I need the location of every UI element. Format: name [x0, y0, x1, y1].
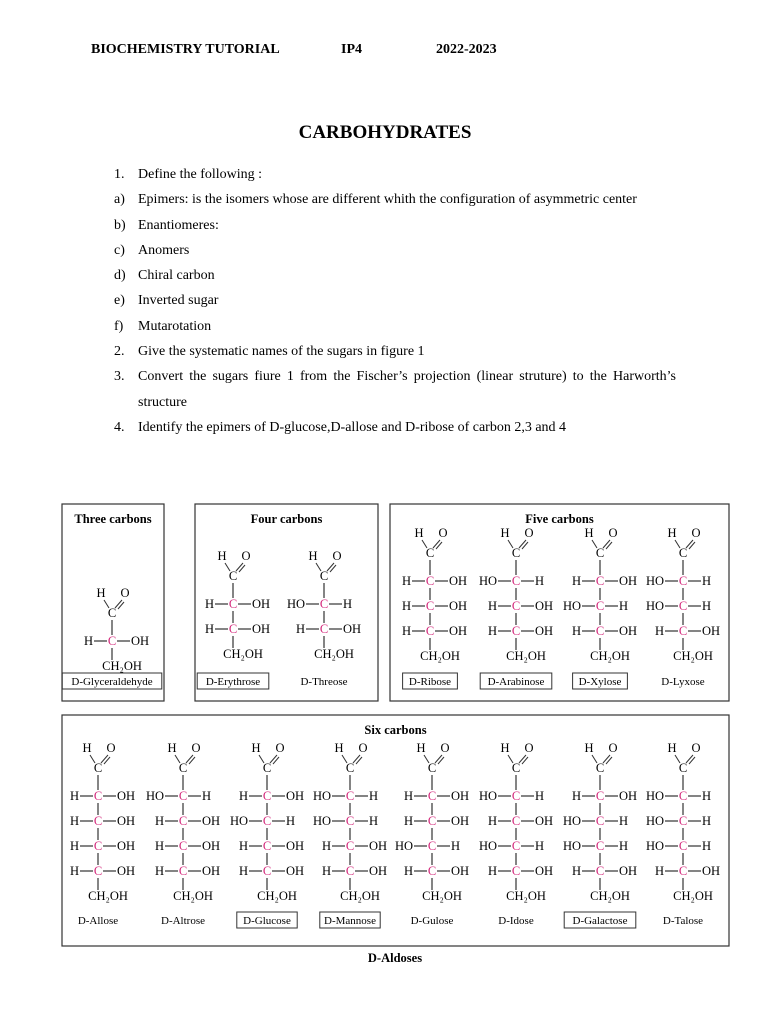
aldehyde-carbon: C [511, 546, 521, 560]
aldehyde-h-label: H [667, 741, 677, 755]
oh-substituent: OH [702, 864, 721, 878]
h-substituent: H [154, 864, 164, 878]
aldehyde-h-label: H [217, 549, 227, 563]
chiral-carbon: C [425, 599, 435, 613]
chiral-carbon: C [178, 814, 188, 828]
aldehyde-carbon: C [511, 761, 521, 775]
list-item [114, 263, 676, 288]
oh-substituent: OH [451, 814, 470, 828]
question-text: Inverted sugar [138, 293, 219, 309]
academic-year: 2022-2023 [436, 42, 497, 57]
chiral-carbon: C [262, 789, 272, 803]
aldehyde-carbon: C [595, 761, 605, 775]
sugar-name: D-Glucose [243, 915, 291, 927]
ch2oh-label: CH₂OH [422, 889, 462, 903]
chiral-carbon: C [511, 599, 521, 613]
ho-substituent: HO [478, 574, 497, 588]
aldehyde-h-label: H [584, 741, 594, 755]
chiral-carbon: C [262, 864, 272, 878]
aldehyde-o-label: O [440, 741, 450, 755]
ho-substituent: HO [562, 839, 581, 853]
oh-substituent: OH [343, 622, 362, 636]
oh-substituent: OH [117, 864, 136, 878]
h-substituent: H [369, 789, 379, 803]
oh-substituent: OH [535, 814, 554, 828]
h-substituent: H [535, 789, 545, 803]
h-substituent: H [401, 574, 411, 588]
chiral-carbon: C [427, 814, 437, 828]
aldehyde-o-label: O [120, 586, 130, 600]
ho-substituent: HO [562, 814, 581, 828]
list-item [114, 314, 676, 339]
aldehyde-o-label: O [438, 526, 448, 540]
aldehyde-o-label: O [524, 526, 534, 540]
aldehyde-carbon: C [595, 546, 605, 560]
chiral-carbon: C [345, 864, 355, 878]
h-substituent: H [403, 789, 413, 803]
h-substituent: H [619, 814, 629, 828]
h-substituent: H [571, 624, 581, 638]
sugar-name: D-Arabinose [487, 676, 545, 688]
oh-substituent: OH [451, 864, 470, 878]
oh-substituent: OH [535, 864, 554, 878]
h-substituent: H [69, 839, 79, 853]
chiral-carbon: C [678, 789, 688, 803]
aldehyde-o-label: O [191, 741, 201, 755]
list-marker: a) [114, 192, 125, 208]
ho-substituent: HO [312, 814, 331, 828]
aldehyde-carbon: C [425, 546, 435, 560]
list-item [114, 364, 676, 415]
question-text: Identify the epimers of D-glucose,D-allose and D-ribose of carbon 2,3 and 4 [138, 419, 567, 435]
ch2oh-label: CH₂OH [314, 647, 354, 661]
aldehyde-o-label: O [608, 741, 618, 755]
ho-substituent: HO [645, 599, 664, 613]
list-marker: 4. [114, 419, 125, 435]
h-substituent: H [343, 597, 353, 611]
aldehyde-carbon: C [178, 761, 188, 775]
sugar-name: D-Ribose [408, 676, 452, 688]
chiral-carbon: C [178, 789, 188, 803]
chiral-carbon: C [678, 574, 688, 588]
aldehyde-carbon: C [262, 761, 272, 775]
h-substituent: H [702, 839, 712, 853]
h-substituent: H [295, 622, 305, 636]
aldehyde-h-label: H [416, 741, 426, 755]
sugar-name: D-Threose [300, 676, 348, 688]
chiral-carbon: C [595, 789, 605, 803]
oh-substituent: OH [369, 839, 388, 853]
ho-substituent: HO [229, 814, 248, 828]
sugar-name: D-Lyxose [661, 676, 705, 688]
panel-title: Six carbons [364, 723, 427, 737]
list-marker: e) [114, 293, 125, 309]
aldehyde-carbon: C [107, 606, 117, 620]
h-substituent: H [535, 839, 545, 853]
ch2oh-label: CH₂OH [102, 659, 142, 673]
sugar-name: D-Xylose [578, 676, 622, 688]
h-substituent: H [654, 624, 664, 638]
aldehyde-o-label: O [691, 526, 701, 540]
sugar-name: D-Altrose [161, 915, 205, 927]
list-marker: f) [114, 318, 124, 334]
h-substituent: H [702, 574, 712, 588]
h-substituent: H [571, 864, 581, 878]
chiral-carbon: C [93, 814, 103, 828]
chiral-carbon: C [93, 839, 103, 853]
ch2oh-label: CH₂OH [173, 889, 213, 903]
chiral-carbon: C [345, 789, 355, 803]
h-substituent: H [487, 624, 497, 638]
ho-substituent: HO [645, 814, 664, 828]
oh-substituent: OH [131, 634, 150, 648]
question-text: Enantiomeres: [138, 217, 219, 233]
list-marker: 3. [114, 369, 125, 385]
list-item [114, 187, 676, 212]
h-substituent: H [571, 574, 581, 588]
chiral-carbon: C [511, 814, 521, 828]
chiral-carbon: C [425, 574, 435, 588]
h-substituent: H [654, 864, 664, 878]
panel-title: Four carbons [250, 512, 323, 526]
aldehyde-h-label: H [308, 549, 318, 563]
list-item [114, 415, 676, 440]
chiral-carbon: C [595, 599, 605, 613]
aldehyde-h-label: H [96, 586, 106, 600]
oh-substituent: OH [451, 789, 470, 803]
sugar-name: D-Gulose [410, 915, 454, 927]
oh-substituent: OH [252, 597, 271, 611]
sugar-name: D-Idose [498, 915, 534, 927]
ho-substituent: HO [645, 789, 664, 803]
chiral-carbon: C [595, 814, 605, 828]
h-substituent: H [202, 789, 212, 803]
h-substituent: H [487, 864, 497, 878]
h-substituent: H [487, 599, 497, 613]
chiral-carbon: C [427, 864, 437, 878]
aldoses-diagram [58, 493, 732, 971]
list-marker: 2. [114, 344, 125, 360]
aldehyde-o-label: O [332, 549, 342, 563]
aldehyde-carbon: C [678, 761, 688, 775]
oh-substituent: OH [619, 624, 638, 638]
oh-substituent: OH [449, 624, 468, 638]
h-substituent: H [154, 814, 164, 828]
ch2oh-label: CH₂OH [420, 649, 460, 663]
oh-substituent: OH [619, 864, 638, 878]
h-substituent: H [204, 622, 214, 636]
ho-substituent: HO [645, 839, 664, 853]
chiral-carbon: C [427, 789, 437, 803]
figure-caption: D-Aldoses [367, 951, 423, 965]
chiral-carbon: C [228, 622, 238, 636]
chiral-carbon: C [511, 624, 521, 638]
aldehyde-h-label: H [82, 741, 92, 755]
list-item [114, 238, 676, 263]
chiral-carbon: C [678, 624, 688, 638]
aldehyde-h-label: H [167, 741, 177, 755]
ho-substituent: HO [286, 597, 305, 611]
h-substituent: H [487, 814, 497, 828]
chiral-carbon: C [678, 839, 688, 853]
oh-substituent: OH [619, 789, 638, 803]
oh-substituent: OH [202, 839, 221, 853]
oh-substituent: OH [202, 814, 221, 828]
aldehyde-h-label: H [334, 741, 344, 755]
chiral-carbon: C [595, 839, 605, 853]
aldehyde-o-label: O [608, 526, 618, 540]
chiral-carbon: C [319, 622, 329, 636]
aldehyde-carbon: C [678, 546, 688, 560]
chiral-carbon: C [345, 814, 355, 828]
h-substituent: H [238, 789, 248, 803]
ho-substituent: HO [312, 789, 331, 803]
h-substituent: H [83, 634, 93, 648]
aldehyde-carbon: C [427, 761, 437, 775]
h-substituent: H [69, 864, 79, 878]
sugar-name: D-Glyceraldehyde [71, 676, 153, 688]
aldehyde-h-label: H [584, 526, 594, 540]
aldehyde-o-label: O [241, 549, 251, 563]
sugar-name: D-Erythrose [205, 676, 261, 688]
oh-substituent: OH [535, 599, 554, 613]
list-item [114, 162, 676, 187]
chiral-carbon: C [678, 864, 688, 878]
aldehyde-o-label: O [275, 741, 285, 755]
chiral-carbon: C [319, 597, 329, 611]
h-substituent: H [154, 839, 164, 853]
oh-substituent: OH [702, 624, 721, 638]
h-substituent: H [535, 574, 545, 588]
course-name: BIOCHEMISTRY TUTORIAL [91, 42, 280, 57]
h-substituent: H [619, 839, 629, 853]
oh-substituent: OH [117, 839, 136, 853]
oh-substituent: OH [117, 789, 136, 803]
h-substituent: H [702, 789, 712, 803]
question-text: Epimers: is the isomers whose are different whith the configuration of asymmetric center [138, 192, 637, 208]
ch2oh-label: CH₂OH [673, 889, 713, 903]
list-item [114, 288, 676, 313]
list-item [114, 339, 676, 364]
chiral-carbon: C [107, 634, 117, 648]
chiral-carbon: C [425, 624, 435, 638]
ch2oh-label: CH₂OH [340, 889, 380, 903]
ho-substituent: HO [145, 789, 164, 803]
sugar-name: D-Mannose [324, 915, 376, 927]
list-marker: 1. [114, 167, 125, 182]
ch2oh-label: CH₂OH [506, 649, 546, 663]
aldehyde-carbon: C [345, 761, 355, 775]
ch2oh-label: CH₂OH [590, 649, 630, 663]
chiral-carbon: C [511, 789, 521, 803]
oh-substituent: OH [619, 574, 638, 588]
oh-substituent: OH [369, 864, 388, 878]
aldehyde-h-label: H [500, 526, 510, 540]
chiral-carbon: C [511, 839, 521, 853]
panel-title: Five carbons [525, 512, 594, 526]
list-marker: b) [114, 217, 126, 233]
h-substituent: H [571, 789, 581, 803]
oh-substituent: OH [449, 574, 468, 588]
h-substituent: H [401, 624, 411, 638]
h-substituent: H [403, 864, 413, 878]
ch2oh-label: CH₂OH [88, 889, 128, 903]
chiral-carbon: C [178, 864, 188, 878]
page-title: CARBOHYDRATES [298, 122, 472, 143]
h-substituent: H [702, 814, 712, 828]
h-substituent: H [619, 599, 629, 613]
chiral-carbon: C [427, 839, 437, 853]
oh-substituent: OH [286, 789, 305, 803]
chiral-carbon: C [345, 839, 355, 853]
chiral-carbon: C [511, 864, 521, 878]
aldehyde-h-label: H [500, 741, 510, 755]
h-substituent: H [69, 814, 79, 828]
chiral-carbon: C [93, 864, 103, 878]
ch2oh-label: CH₂OH [590, 889, 630, 903]
ch2oh-label: CH₂OH [506, 889, 546, 903]
sugar-name: D-Galactose [572, 915, 628, 927]
ho-substituent: HO [478, 789, 497, 803]
ho-substituent: HO [562, 599, 581, 613]
list-marker: d) [114, 268, 126, 284]
chiral-carbon: C [595, 624, 605, 638]
h-substituent: H [702, 599, 712, 613]
question-text: Mutarotation [138, 318, 212, 334]
panel-title: Three carbons [74, 512, 152, 526]
chiral-carbon: C [595, 574, 605, 588]
h-substituent: H [69, 789, 79, 803]
h-substituent: H [204, 597, 214, 611]
ch2oh-label: CH₂OH [257, 889, 297, 903]
oh-substituent: OH [252, 622, 271, 636]
aldehyde-carbon: C [93, 761, 103, 775]
sugar-name: D-Allose [77, 915, 119, 927]
aldehyde-o-label: O [524, 741, 534, 755]
chiral-carbon: C [178, 839, 188, 853]
chiral-carbon: C [262, 814, 272, 828]
question-text: Define the following : [138, 167, 263, 182]
panel-frame [62, 715, 729, 946]
ho-substituent: HO [645, 574, 664, 588]
question-text: Convert the sugars fiure 1 from the Fischer’s projection (linear struture) to the Harworth’s structure [138, 369, 676, 410]
chiral-carbon: C [595, 864, 605, 878]
ch2oh-label: CH₂OH [223, 647, 263, 661]
question-text: Anomers [138, 242, 190, 258]
h-substituent: H [369, 814, 379, 828]
chiral-carbon: C [678, 599, 688, 613]
list-marker: c) [114, 242, 125, 258]
h-substituent: H [451, 839, 461, 853]
aldehyde-h-label: H [667, 526, 677, 540]
aldehyde-carbon: C [228, 569, 238, 583]
aldehyde-o-label: O [358, 741, 368, 755]
aldehyde-h-label: H [251, 741, 261, 755]
aldehyde-carbon: C [319, 569, 329, 583]
h-substituent: H [321, 864, 331, 878]
oh-substituent: OH [117, 814, 136, 828]
h-substituent: H [401, 599, 411, 613]
chiral-carbon: C [678, 814, 688, 828]
chiral-carbon: C [93, 789, 103, 803]
h-substituent: H [286, 814, 296, 828]
aldoses-figure [58, 493, 732, 971]
h-substituent: H [238, 864, 248, 878]
ho-substituent: HO [394, 839, 413, 853]
question-text: Chiral carbon [138, 268, 215, 284]
question-text: Give the systematic names of the sugars in figure 1 [138, 344, 425, 360]
h-substituent: H [403, 814, 413, 828]
list-item [114, 213, 676, 238]
chiral-carbon: C [228, 597, 238, 611]
ch2oh-label: CH₂OH [673, 649, 713, 663]
aldehyde-o-label: O [106, 741, 116, 755]
ho-substituent: HO [478, 839, 497, 853]
oh-substituent: OH [535, 624, 554, 638]
aldehyde-h-label: H [414, 526, 424, 540]
sugar-name: D-Talose [662, 915, 704, 927]
oh-substituent: OH [286, 839, 305, 853]
h-substituent: H [321, 839, 331, 853]
aldehyde-o-label: O [691, 741, 701, 755]
oh-substituent: OH [449, 599, 468, 613]
oh-substituent: OH [286, 864, 305, 878]
chiral-carbon: C [511, 574, 521, 588]
chiral-carbon: C [262, 839, 272, 853]
group-code: IP4 [341, 42, 362, 57]
h-substituent: H [238, 839, 248, 853]
question-list [114, 162, 676, 440]
oh-substituent: OH [202, 864, 221, 878]
